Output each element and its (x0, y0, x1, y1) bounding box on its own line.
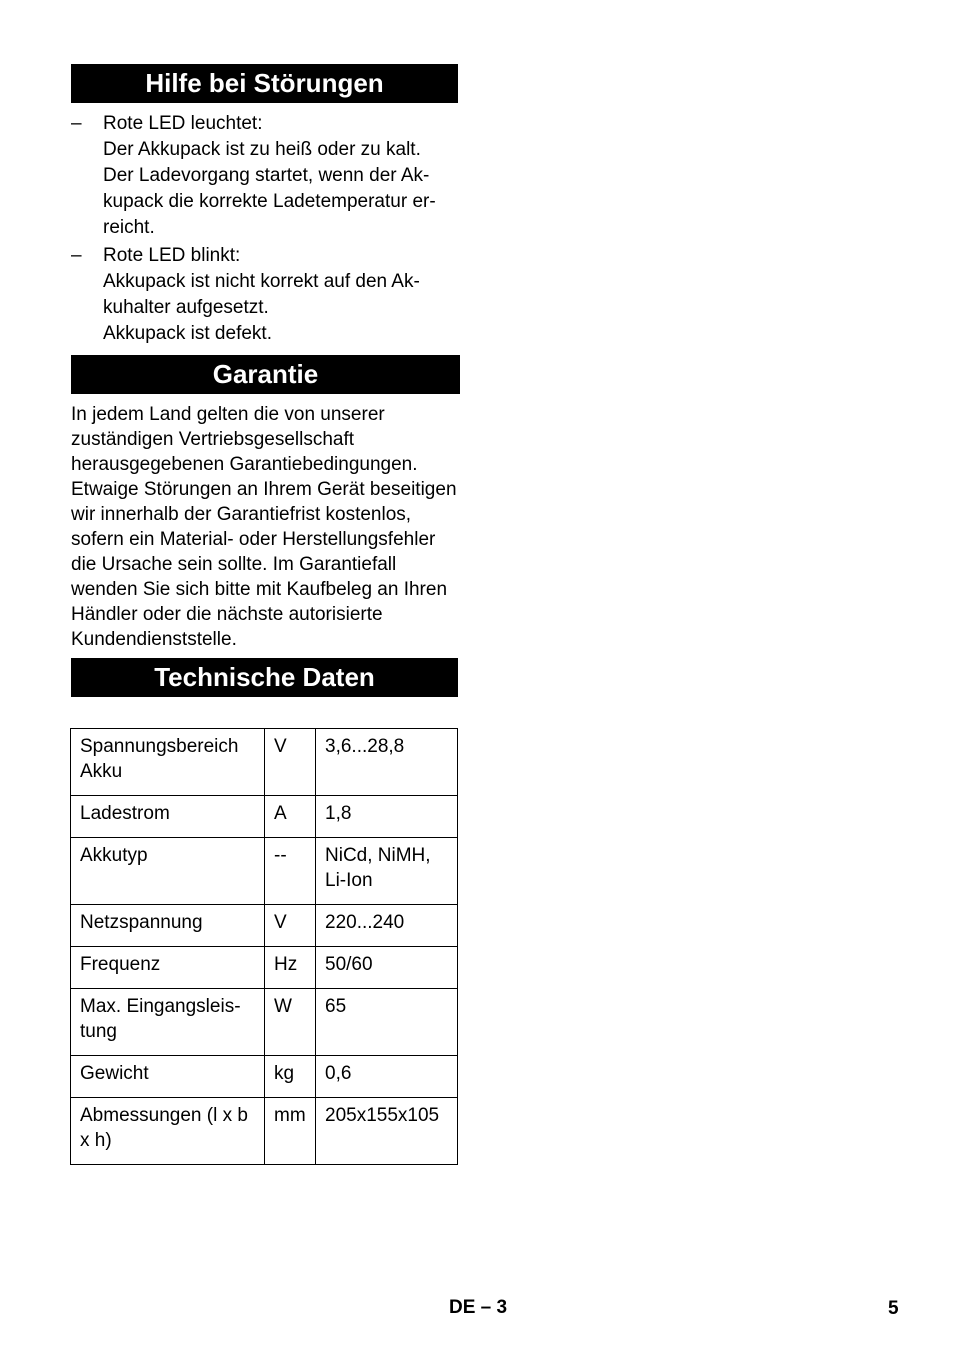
spec-label: Gewicht (71, 1056, 265, 1098)
table-row (71, 905, 458, 947)
spec-unit: V (265, 905, 316, 947)
table-row (71, 989, 458, 1056)
list-item (71, 111, 471, 241)
spec-value: 1,8 (316, 796, 458, 838)
list-item-text: Der Akkupack ist zu heiß oder zu kalt. (103, 139, 421, 160)
spec-label: Netzspannung (71, 905, 265, 947)
spec-label: Frequenz (71, 947, 265, 989)
spec-label: Abmessungen (l x b x h) (71, 1098, 265, 1165)
spec-unit: mm (265, 1098, 316, 1165)
spec-unit: W (265, 989, 316, 1056)
table-row (71, 729, 458, 796)
list-bullet: – (71, 113, 82, 134)
spec-unit: A (265, 796, 316, 838)
list-item-title: Rote LED leuchtet: (103, 113, 263, 134)
spec-label: Ladestrom (71, 796, 265, 838)
spec-value: NiCd, NiMH, Li-Ion (316, 838, 458, 905)
spec-unit: V (265, 729, 316, 796)
table-row (71, 796, 458, 838)
spec-unit: Hz (265, 947, 316, 989)
table-row (71, 1098, 458, 1165)
spec-value: 205x155x105 (316, 1098, 458, 1165)
list-item-text: Akkupack ist nicht korrekt auf den Ak-kuhalter aufgesetzt. (103, 271, 420, 318)
spec-value: 0,6 (316, 1056, 458, 1098)
spec-label: Max. Eingangsleis-tung (71, 989, 265, 1056)
specs-heading: Technische Daten (71, 658, 458, 697)
list-item-text: Akkupack ist defekt. (103, 323, 272, 344)
list-item-title: Rote LED blinkt: (103, 245, 241, 266)
spec-value: 220...240 (316, 905, 458, 947)
warranty-heading: Garantie (71, 355, 460, 394)
spec-value: 3,6...28,8 (316, 729, 458, 796)
list-bullet: – (71, 245, 82, 266)
list-item-text: Der Ladevorgang startet, wenn der Ak-kupack die korrekte Ladetemperatur er-reicht. (103, 165, 436, 238)
spec-value: 50/60 (316, 947, 458, 989)
spec-unit: -- (265, 838, 316, 905)
table-row (71, 947, 458, 989)
warranty-text: In jedem Land gelten die von unserer zuständigen Vertriebsgesellschaft herausgegebenen Garantiebedingungen. Etwaige Störungen an Ihrem Gerät beseitigen wir innerhalb der Garantiefrist kostenlos, sofern ein Material- oder Herstellungsfehler die Ursache sein sollte. Im Garantiefall wenden Sie sich bitte mit Kaufbeleg an Ihren Händler oder die nächste autorisierte Kundendienststelle. (71, 404, 457, 650)
footer-section-label: DE – 3 (449, 1297, 508, 1318)
table-row (71, 1056, 458, 1098)
spec-label: Spannungsbereich Akku (71, 729, 265, 796)
spec-unit: kg (265, 1056, 316, 1098)
spec-label: Akkutyp (71, 838, 265, 905)
specs-table (70, 728, 458, 1165)
list-item (71, 243, 471, 347)
spec-value: 65 (316, 989, 458, 1056)
page-number: 5 (888, 1298, 899, 1319)
table-row (71, 838, 458, 905)
troubleshooting-heading: Hilfe bei Störungen (71, 64, 458, 103)
